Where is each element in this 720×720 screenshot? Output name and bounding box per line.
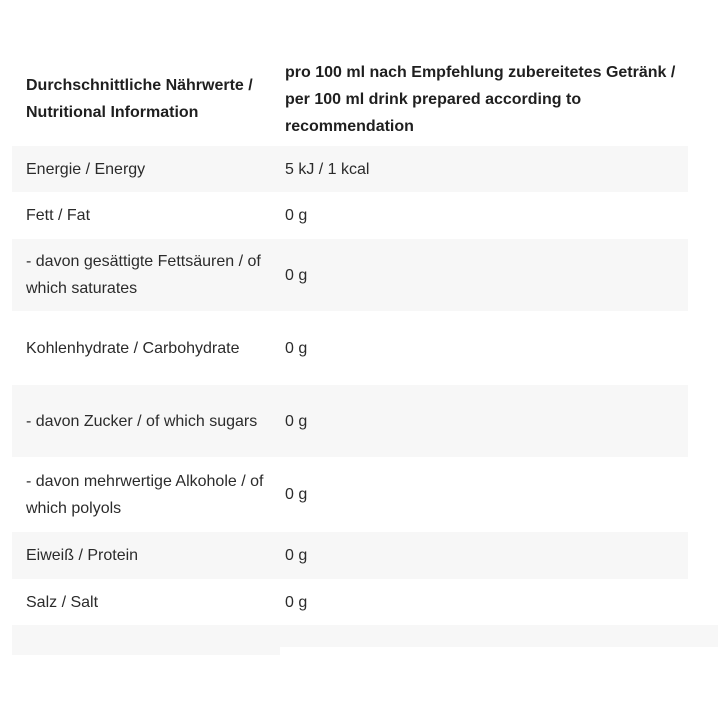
row-label-polyols: - davon mehrwertige Alkohole / of which polyols	[26, 472, 264, 517]
row-value-fat: 0 g	[285, 207, 308, 224]
row-label-protein: Eiweiß / Protein	[26, 547, 139, 564]
table-footer-band-left	[12, 647, 280, 655]
table-row	[12, 385, 688, 457]
nutrition-table	[12, 52, 688, 625]
row-value-sugars: 0 g	[285, 412, 308, 430]
table-row	[12, 532, 688, 579]
table-row	[12, 192, 688, 239]
table-footer-band	[12, 625, 718, 647]
row-value-polyols: 0 g	[285, 486, 308, 503]
header-label: Durchschnittliche Nährwerte / Nutritional Information	[26, 77, 253, 121]
table-row	[12, 579, 688, 625]
table-row	[12, 311, 688, 385]
row-label-energy: Energie / Energy	[26, 160, 146, 178]
table-row	[12, 146, 688, 192]
row-value-protein: 0 g	[285, 547, 308, 564]
row-label-salt: Salz / Salt	[26, 593, 99, 611]
row-value-carbohydrate: 0 g	[285, 339, 308, 357]
row-label-saturates: - davon gesättigte Fettsäuren / of which saturates	[26, 253, 261, 297]
row-value-energy: 5 kJ / 1 kcal	[285, 160, 370, 178]
row-label-fat: Fett / Fat	[26, 207, 91, 224]
table-row	[12, 239, 688, 311]
row-label-carbohydrate: Kohlenhydrate / Carbohydrate	[26, 339, 240, 357]
row-label-sugars: - davon Zucker / of which sugars	[26, 412, 258, 430]
row-value-saturates: 0 g	[285, 266, 308, 284]
header-value: pro 100 ml nach Empfehlung zubereitetes Getränk / per 100 ml drink prepared according to recommendation	[285, 63, 676, 135]
table-row	[12, 457, 688, 532]
table-header-row	[12, 52, 688, 146]
row-value-salt: 0 g	[285, 593, 308, 611]
